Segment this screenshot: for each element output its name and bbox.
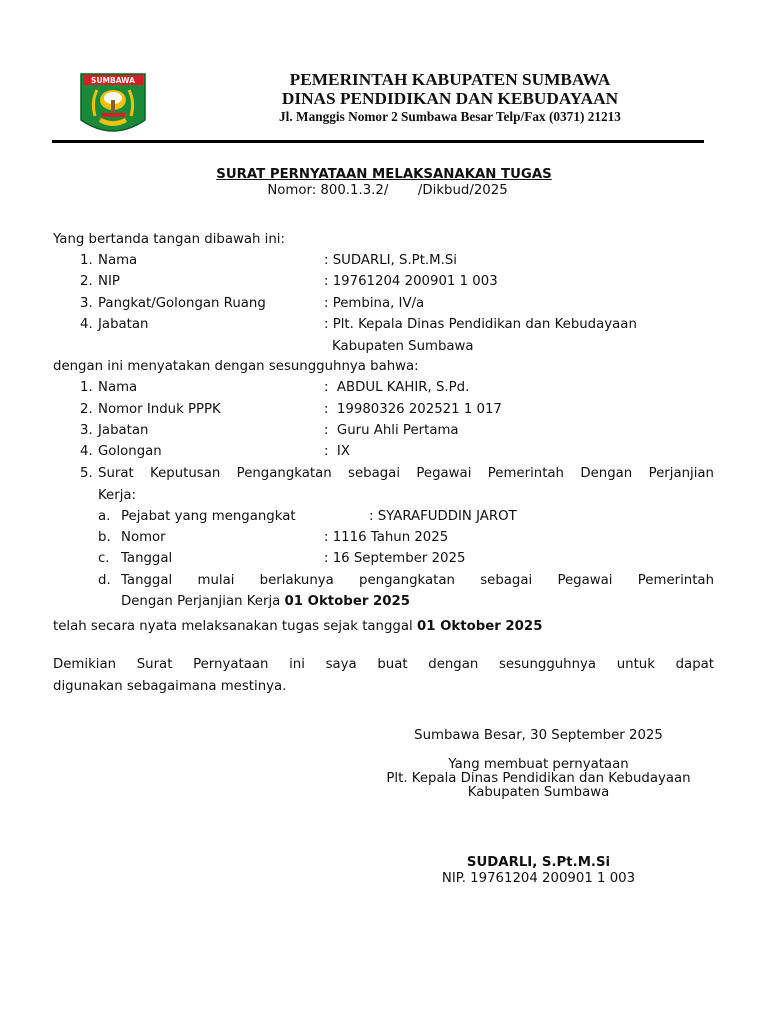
- letterhead-divider: [52, 140, 704, 143]
- sub-value: : 16 September 2025: [324, 551, 466, 566]
- signature-place-date: Sumbawa Besar, 30 September 2025: [414, 728, 663, 743]
- signature-name: SUDARLI, S.Pt.M.Si: [466, 855, 611, 870]
- employee-row-num: 4.: [80, 444, 93, 459]
- sub-value: : 1116 Tahun 2025: [324, 530, 449, 545]
- signature-maker: Yang membuat pernyataan: [448, 757, 629, 772]
- item5-text-line2: Kerja:: [98, 488, 137, 503]
- employee-row-label: Nama: [98, 380, 138, 395]
- duty-text: telah secara nyata melaksanakan tugas sejak tanggal: [53, 619, 417, 634]
- intro-text: Yang bertanda tangan dibawah ini:: [53, 232, 285, 247]
- office-address: Jl. Manggis Nomor 2 Sumbawa Besar Telp/Fax (0371) 21213: [279, 109, 621, 124]
- signature-nip: NIP. 19761204 200901 1 003: [441, 871, 636, 886]
- employee-row-label: Jabatan: [98, 423, 149, 438]
- signer-row-num: 1.: [80, 253, 93, 268]
- signer-row-value: : Plt. Kepala Dinas Pendidikan dan Kebudayaan: [324, 317, 637, 332]
- closing-line1: Demikian Surat Pernyataan ini saya buat dengan sesungguhnya untuk dapat: [53, 657, 714, 672]
- employee-row-num: 2.: [80, 402, 93, 417]
- signature-position: Plt. Kepala Dinas Pendidikan dan Kebudayaan: [386, 771, 691, 786]
- employee-row-label: Nomor Induk PPPK: [98, 402, 221, 417]
- signer-row-num: 2.: [80, 274, 93, 289]
- signer-row-label: NIP: [98, 274, 120, 289]
- signer-row-label: Nama: [98, 253, 138, 268]
- sub-letter: d.: [98, 573, 111, 588]
- employee-row-num: 1.: [80, 380, 93, 395]
- employee-row-value: : Guru Ahli Pertama: [324, 423, 459, 438]
- sub-d-date: 01 Oktober 2025: [284, 594, 411, 609]
- signer-row-label: Pangkat/Golongan Ruang: [98, 296, 266, 311]
- sub-label: Nomor: [121, 530, 166, 545]
- employee-row-value: : IX: [324, 444, 350, 459]
- item5-text-line1: Surat Keputusan Pengangkatan sebagai Pegawai Pemerintah Dengan Perjanjian: [98, 466, 714, 481]
- sub-letter: b.: [98, 530, 111, 545]
- logo-text: SUMBAWA: [91, 76, 135, 85]
- signer-row-value: : Pembina, IV/a: [324, 296, 425, 311]
- employee-row-label: Golongan: [98, 444, 162, 459]
- government-name: PEMERINTAH KABUPATEN SUMBAWA: [289, 70, 611, 89]
- sub-d-text: Dengan Perjanjian Kerja: [121, 594, 285, 609]
- signer-row-value: : SUDARLI, S.Pt.M.Si: [324, 253, 457, 268]
- closing-line2: digunakan sebagaimana mestinya.: [53, 679, 287, 694]
- sub-label: Tanggal: [121, 551, 173, 566]
- sub-value: : SYARAFUDDIN JAROT: [369, 509, 517, 524]
- signer-row-label: Jabatan: [98, 317, 149, 332]
- letter-number: Nomor: 800.1.3.2/ /Dikbud/2025: [267, 183, 508, 198]
- signer-row-value: : 19761204 200901 1 003: [324, 274, 498, 289]
- regency-logo: [79, 72, 147, 138]
- employee-row-num: 3.: [80, 423, 93, 438]
- item5-num: 5.: [80, 466, 93, 481]
- statement-text: dengan ini menyatakan dengan sesungguhnya bahwa:: [53, 359, 419, 374]
- sub-letter: c.: [98, 551, 110, 566]
- sub-d-text-line2: [121, 593, 410, 611]
- sumbawa-emblem-icon: [79, 72, 147, 138]
- signer-jabatan-continued: Kabupaten Sumbawa: [332, 339, 474, 354]
- duty-date: 01 Oktober 2025: [416, 619, 543, 634]
- sub-letter: a.: [98, 509, 111, 524]
- duty-statement: [53, 618, 542, 636]
- employee-row-value: : ABDUL KAHIR, S.Pd.: [324, 380, 470, 395]
- sub-d-text-line1: Tanggal mulai berlakunya pengangkatan sebagai Pegawai Pemerintah: [121, 573, 714, 588]
- employee-row-value: : 19980326 202521 1 017: [324, 402, 502, 417]
- letter-title: SURAT PERNYATAAN MELAKSANAKAN TUGAS: [216, 167, 552, 182]
- sub-label: Pejabat yang mengangkat: [121, 509, 296, 524]
- signature-region: Kabupaten Sumbawa: [467, 785, 610, 800]
- signer-row-num: 3.: [80, 296, 93, 311]
- signer-row-num: 4.: [80, 317, 93, 332]
- office-name: DINAS PENDIDIKAN DAN KEBUDAYAAN: [281, 89, 619, 108]
